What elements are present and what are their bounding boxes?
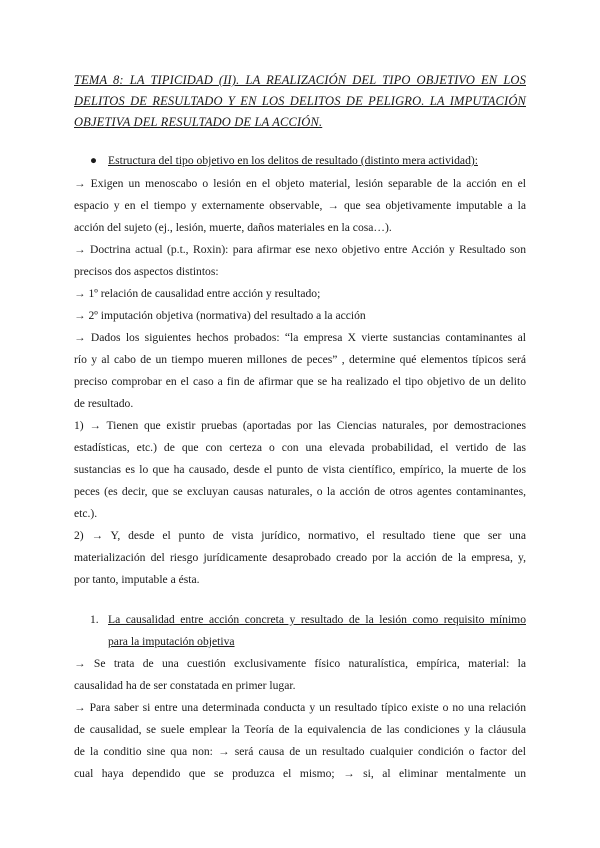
- section-number: 1.: [90, 613, 99, 626]
- paragraph-line: peces (es decir, que se excluyan causas naturales, o la acción de otros agentes contaminantes,: [74, 485, 526, 498]
- paragraph-line: → 2º imputación objetiva (normativa) del resultado a la acción: [74, 309, 366, 322]
- bullet-icon: ●: [90, 154, 98, 167]
- paragraph-line: preciso comprobar en el caso a fin de afirmar que se ha realizado el tipo objetivo de un delito: [74, 375, 526, 388]
- paragraph-line: 2) → Y, desde el punto de vista jurídico, normativo, el resultado tiene que ser una: [74, 529, 526, 542]
- paragraph-line: estadísticas, etc.) de que con certeza o con una elevada probabilidad, el vertido de las: [74, 441, 526, 454]
- paragraph-line: cual haya dependido que se produzca el mismo; → si, al eliminar mentalmente un: [74, 767, 526, 780]
- paragraph-line: río y al cabo de un tiempo mueren millones de peces” , determine qué elementos típicos será: [74, 353, 526, 366]
- paragraph-line: → Se trata de una cuestión exclusivamente físico naturalística, empírica, material: la: [74, 657, 526, 670]
- paragraph-line: causalidad ha de ser constatada en primer lugar.: [74, 679, 296, 692]
- paragraph-line: sustancias es lo que ha causado, desde el punto de vista científico, empírico, la muerte de los: [74, 463, 526, 476]
- paragraph-line: por tanto, imputable a ésta.: [74, 573, 200, 586]
- section-heading: para la imputación objetiva: [108, 635, 235, 648]
- paragraph-line: materialización del riesgo jurídicamente desaprobado creado por la acción de la empresa, y,: [74, 551, 526, 564]
- paragraph-line: → Para saber si entre una determinada conducta y un resultado típico existe o no una relación: [74, 701, 526, 714]
- section-heading: La causalidad entre acción concreta y resultado de la lesión como requisito mínimo: [108, 613, 526, 626]
- bullet-heading: Estructura del tipo objetivo en los delitos de resultado (distinto mera actividad):: [108, 154, 478, 167]
- paragraph-line: → 1º relación de causalidad entre acción y resultado;: [74, 287, 321, 300]
- paragraph-line: espacio y en el tiempo y externamente observable, → que sea objetivamente imputable a la: [74, 199, 526, 212]
- paragraph-line: → Doctrina actual (p.t., Roxin): para afirmar ese nexo objetivo entre Acción y Resultado son: [74, 243, 526, 256]
- paragraph-line: 1) → Tienen que existir pruebas (aportadas por las Ciencias naturales, por demostraciones: [74, 419, 526, 432]
- paragraph-line: → Dados los siguientes hechos probados: “la empresa X vierte sustancias contaminantes al: [74, 331, 526, 344]
- paragraph-line: etc.).: [74, 507, 98, 520]
- page-title: TEMA 8: LA TIPICIDAD (II). LA REALIZACIÓN DEL TIPO OBJETIVO EN LOS DELITOS DE RESULTADO Y EN LOS DELITOS DE PELIGRO. LA IMPUTACIÓN OBJETIVA DEL RESULTADO DE LA ACCIÓN.: [74, 73, 526, 129]
- paragraph-line: precisos dos aspectos distintos:: [74, 265, 219, 278]
- paragraph-line: acción del sujeto (ej., lesión, muerte, daños materiales en la cosa…).: [74, 221, 392, 234]
- paragraph-line: de resultado.: [74, 397, 134, 410]
- paragraph-line: de la conditio sine qua non: → será causa de un resultado cualquier condición o factor del: [74, 745, 526, 758]
- paragraph-line: de causalidad, se suele emplear la Teoría de la equivalencia de las condiciones y la cláusula: [74, 723, 526, 736]
- paragraph-line: → Exigen un menoscabo o lesión en el objeto material, lesión separable de la acción en el: [74, 177, 526, 190]
